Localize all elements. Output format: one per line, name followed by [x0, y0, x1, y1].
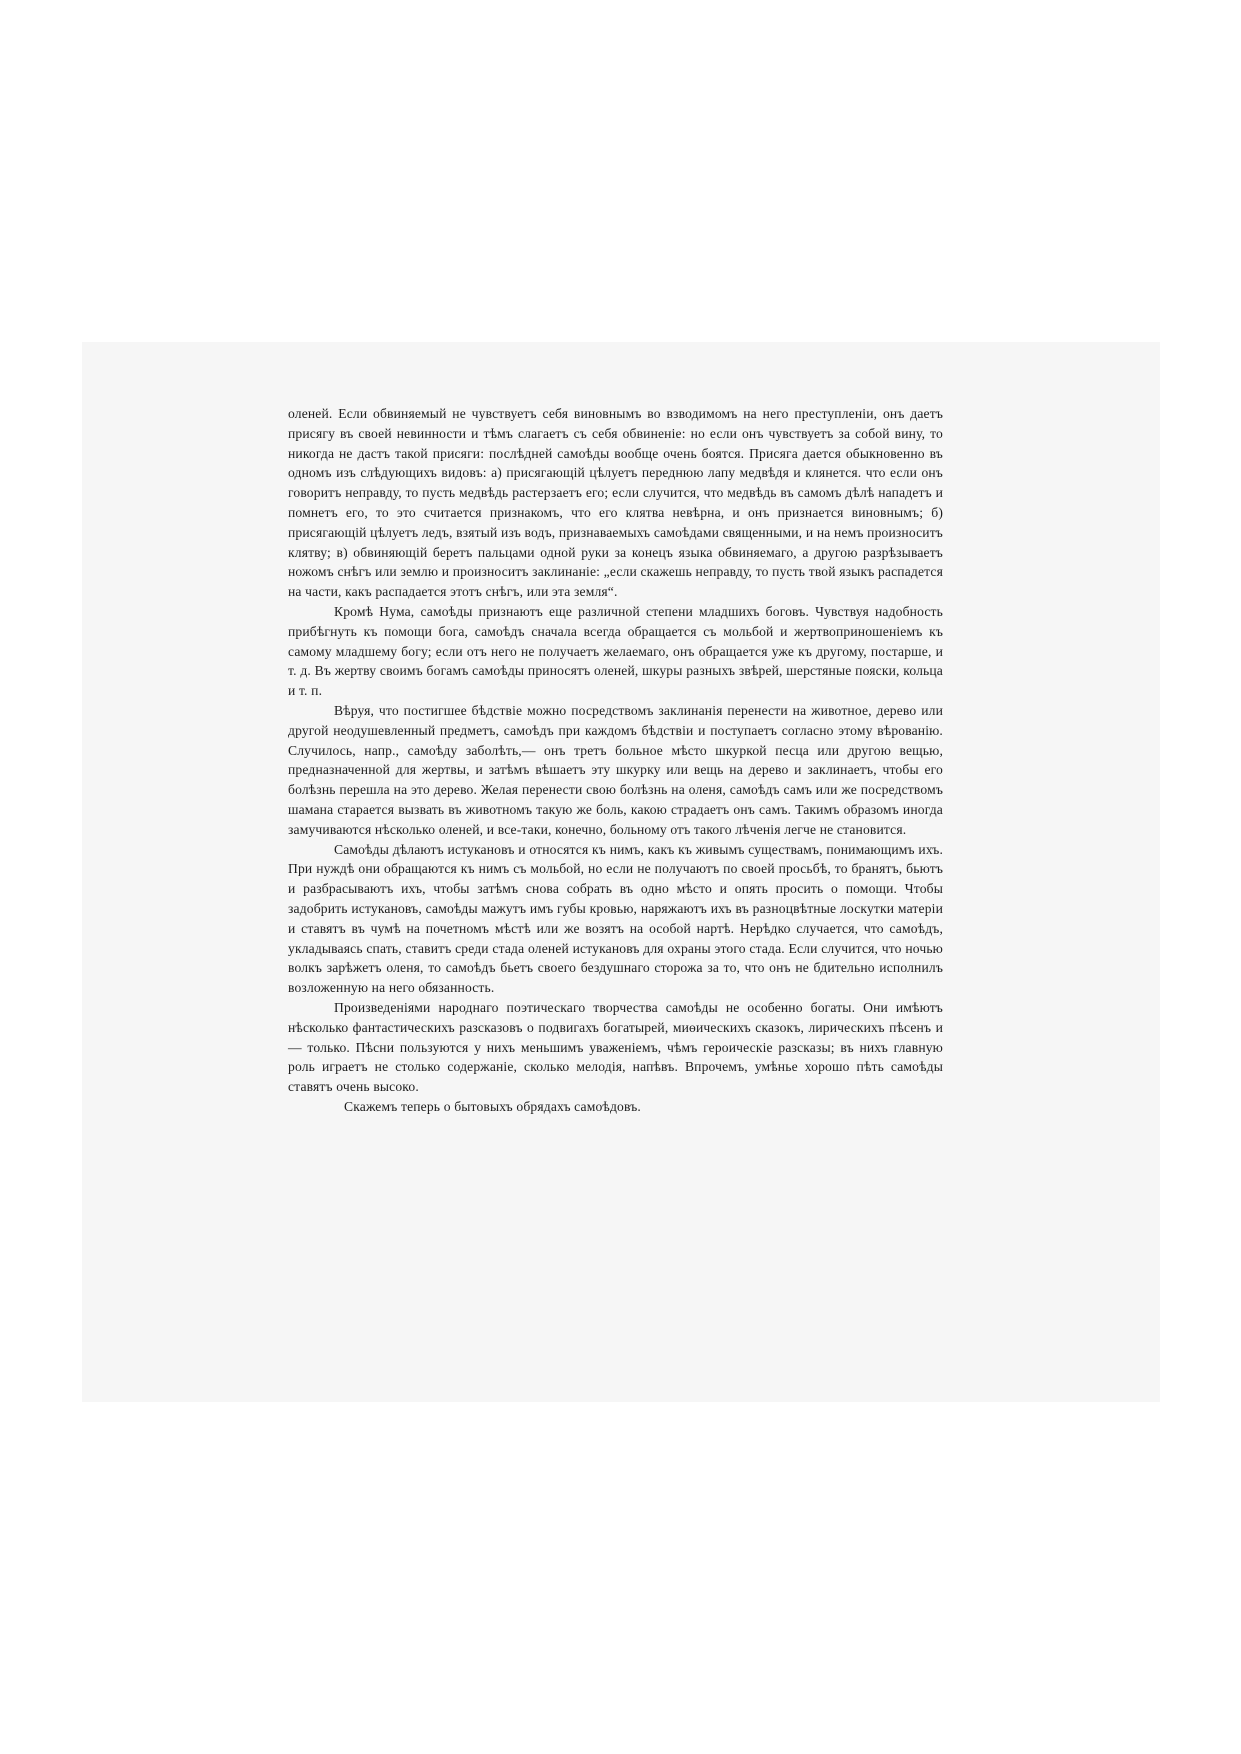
paragraph-idols: Самоѣды дѣлаютъ истукановъ и относятся къ нимъ, какъ къ живымъ существамъ, понимающимъ ихъ. При нуждѣ они обращаются къ нимъ съ мольбой, но если не получаютъ по своей просьбѣ, то бранятъ, бьютъ и разбрасываютъ ихъ, чтобы затѣмъ снова собрать въ одно мѣсто и опять просить о помощи. Чтобы задобрить истукановъ, самоѣды мажутъ имъ губы кровью, наряжаютъ ихъ въ разноцвѣтные лоскутки матеріи и ставятъ въ чумѣ на почетномъ мѣстѣ или же возятъ на особой нартѣ. Нерѣдко случается, что самоѣдъ, укладываясь спать, ставитъ среди стада оленей истукановъ для охраны этого стада. Если случится, что ночью волкъ зарѣжетъ оленя, то самоѣдъ бьетъ своего бездушнаго сторожа за то, что онъ не бдительно исполнилъ возложенную на него обязанность.	[288, 841, 943, 996]
paragraph-disaster-transfer: Вѣруя, что постигшее бѣдствіе можно посредствомъ заклинанія перенести на животное, дерево или другой неодушевленный предметъ, самоѣдъ при каждомъ бѣдствіи и поступаетъ согласно этому вѣрованію. Случилось, напр., самоѣду заболѣть,— онъ третъ больное мѣсто шкуркой песца или другою вещью, предназначенной для жертвы, и затѣмъ вѣшаетъ эту шкурку или вещь на дерево и заклинаетъ, чтобы его болѣзнь перешла на это дерево. Желая перенести свою болѣзнь на оленя, самоѣдъ самъ или же посредствомъ шамана старается вызвать въ животномъ такую же боль, какою страдаетъ онъ самъ. Такимъ образомъ иногда замучиваются нѣсколько оленей, и все-таки, конечно, больному отъ такого лѣченія легче не становится.	[288, 702, 943, 837]
paragraph-closing: Скажемъ теперь о бытовыхъ обрядахъ самоѣдовъ.	[344, 1098, 641, 1114]
paragraph-oath: оленей. Если обвиняемый не чувствуетъ себя виновнымъ во взводимомъ на него преступленіи, онъ даетъ присягу въ своей невинности и тѣмъ слагаетъ съ себя обвиненіе: но если онъ чувствуетъ за собой вину, то никогда не дастъ такой присяги: послѣдней самоѣды вообще очень боятся. Присяга дается обыкновенно въ одномъ изъ слѣдующихъ видовъ: а) присягающій цѣлуетъ переднюю лапу медвѣдя и клянется. что если онъ говоритъ неправду, то пусть медвѣдь растерзаетъ его; если случится, что медвѣдь въ самомъ дѣлѣ нападетъ и помнетъ его, то это считается признакомъ, что его клятва невѣрна, и онъ признается виновнымъ; б) присягающій цѣлуетъ ледъ, взятый изъ водъ, признаваемыхъ самоѣдами священными, и на немъ произноситъ клятву; в) обвиняющій беретъ пальцами одной руки за конецъ языка обвиняемаго, а другою разрѣзываетъ ножомъ снѣгъ или землю и произноситъ заклинаніе: „если скажешь неправду, то пусть твой языкъ распадется на части, какъ распадается этотъ снѣгъ, или эта земля“.	[288, 406, 943, 600]
paragraph-lesser-gods: Кромѣ Нума, самоѣды признаютъ еще различной степени младшихъ боговъ. Чувствуя надобность прибѣгнуть къ помощи бога, самоѣдъ сначала всегда обращается съ мольбой и жертвоприношеніемъ къ самому младшему богу; если отъ него не получаетъ желаемаго, онъ обращается уже къ другому, постарше, и т. д. Въ жертву своимъ богамъ самоѣды приносятъ оленей, шкуры разныхъ звѣрей, шерстяные пояски, кольца и т. п.	[288, 603, 943, 699]
body-text	[288, 404, 943, 1117]
paragraph-folk-poetry: Произведеніями народнаго поэтическаго творчества самоѣды не особенно богаты. Они имѣютъ нѣсколько фантастическихъ разсказовъ о подвигахъ богатырей, миѳическихъ сказокъ, лирическихъ пѣсенъ и — только. Пѣсни пользуются у нихъ меньшимъ уваженіемъ, чѣмъ героическіе разсказы; въ нихъ главную роль играетъ не столько содержаніе, сколько мелодія, напѣвъ. Впрочемъ, умѣнье хорошо пѣть самоѣды ставятъ очень высоко.	[288, 999, 943, 1095]
